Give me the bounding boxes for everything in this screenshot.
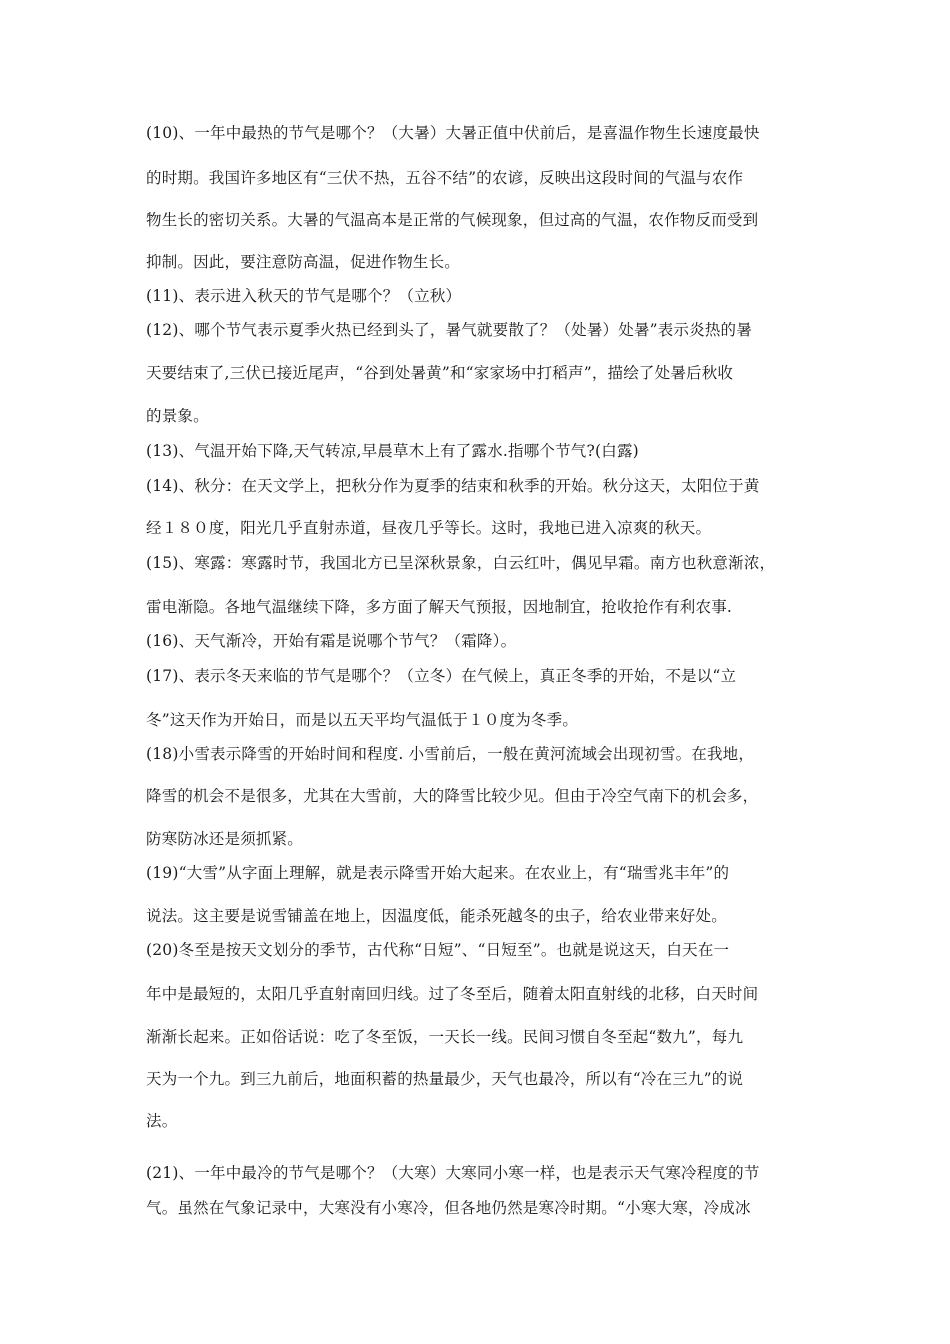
text-line: 的景象。 bbox=[146, 407, 209, 425]
text-line: 天为一个九。到三九前后，地面积蓄的热量最少，天气也最冷，所以有“冷在三九”的说 bbox=[146, 1070, 744, 1088]
text-line: 渐渐长起来。正如俗话说：吃了冬至饭，一天长一线。民间习惯自冬至起“数九”，每九 bbox=[146, 1028, 744, 1046]
text-line: 经１８０度，阳光几乎直射赤道，昼夜几乎等长。这时，我地已进入凉爽的秋天。 bbox=[146, 519, 712, 537]
text-line: (14)、秋分：在天文学上，把秋分作为夏季的结束和秋季的开始。秋分这天，太阳位于黄 bbox=[146, 477, 760, 495]
text-line: (19)“大雪”从字面上理解，就是表示降雪开始大起来。在农业上，有“瑞雪兆丰年”的 bbox=[146, 864, 730, 882]
text-line: 冬”这天作为开始日，而是以五天平均气温低于１０度为冬季。 bbox=[146, 711, 579, 729]
text-line: (21)、一年中最冷的节气是哪个？（大寒）大寒同小寒一样，也是表示天气寒冷程度的节 bbox=[146, 1164, 760, 1182]
text-line: (18)小雪表示降雪的开始时间和程度. 小雪前后，一般在黄河流域会出现初雪。在我地， bbox=[146, 745, 755, 763]
text-line: 法。 bbox=[146, 1112, 178, 1130]
text-line: 说法。这主要是说雪铺盖在地上，因温度低，能杀死越冬的虫子，给农业带来好处。 bbox=[146, 907, 727, 925]
text-line: (16)、天气渐冷，开始有霜是说哪个节气？（霜降）。 bbox=[146, 632, 517, 650]
text-line: 雷电渐隐。各地气温继续下降，多方面了解天气预报，因地制宜，抢收抢作有利农事. bbox=[146, 598, 733, 616]
text-line: 的时期。我国许多地区有“三伏不热，五谷不结”的农谚，反映出这段时间的气温与农作 bbox=[146, 169, 744, 187]
text-line: 抑制。因此，要注意防高温，促进作物生长。 bbox=[146, 253, 461, 271]
text-line: 降雪的机会不是很多，尤其在大雪前，大的降雪比较少见。但由于冷空气南下的机会多， bbox=[146, 787, 759, 805]
text-line: 防寒防冰还是须抓紧。 bbox=[146, 830, 304, 848]
text-line: (10)、一年中最热的节气是哪个？（大暑）大暑正值中伏前后，是喜温作物生长速度最快 bbox=[146, 124, 760, 142]
text-line: 物生长的密切关系。大暑的气温高本是正常的气候现象，但过高的气温，农作物反而受到 bbox=[146, 211, 759, 229]
text-line: (13)、气温开始下降,天气转凉,早晨草木上有了露水.指哪个节气?(白露) bbox=[146, 442, 639, 460]
text-line: (11)、表示进入秋天的节气是哪个？（立秋） bbox=[146, 287, 462, 305]
text-line: (20)冬至是按天文划分的季节，古代称“日短”、“日短至”。也就是说这天，白天在一 bbox=[146, 941, 730, 959]
text-line: 气。虽然在气象记录中，大寒没有小寒冷，但各地仍然是寒冷时期。“小寒大寒，冷成冰 bbox=[146, 1199, 751, 1217]
text-line: 年中是最短的，太阳几乎直射南回归线。过了冬至后，随着太阳直射线的北移，白天时间 bbox=[146, 985, 759, 1003]
text-line: (17)、表示冬天来临的节气是哪个？（立冬）在气候上，真正冬季的开始，不是以“立 bbox=[146, 667, 737, 685]
text-line: (12)、哪个节气表示夏季火热已经到头了，暑气就要散了？（处暑）处暑”表示炎热的暑 bbox=[146, 321, 752, 339]
text-line: 天要结束了,三伏已接近尾声，“谷到处暑黄”和“家家场中打稻声”，描绘了处暑后秋收 bbox=[146, 364, 734, 382]
text-line: (15)、寒露：寒露时节，我国北方已呈深秋景象，白云红叶，偶见早霜。南方也秋意渐浓， bbox=[146, 554, 776, 572]
